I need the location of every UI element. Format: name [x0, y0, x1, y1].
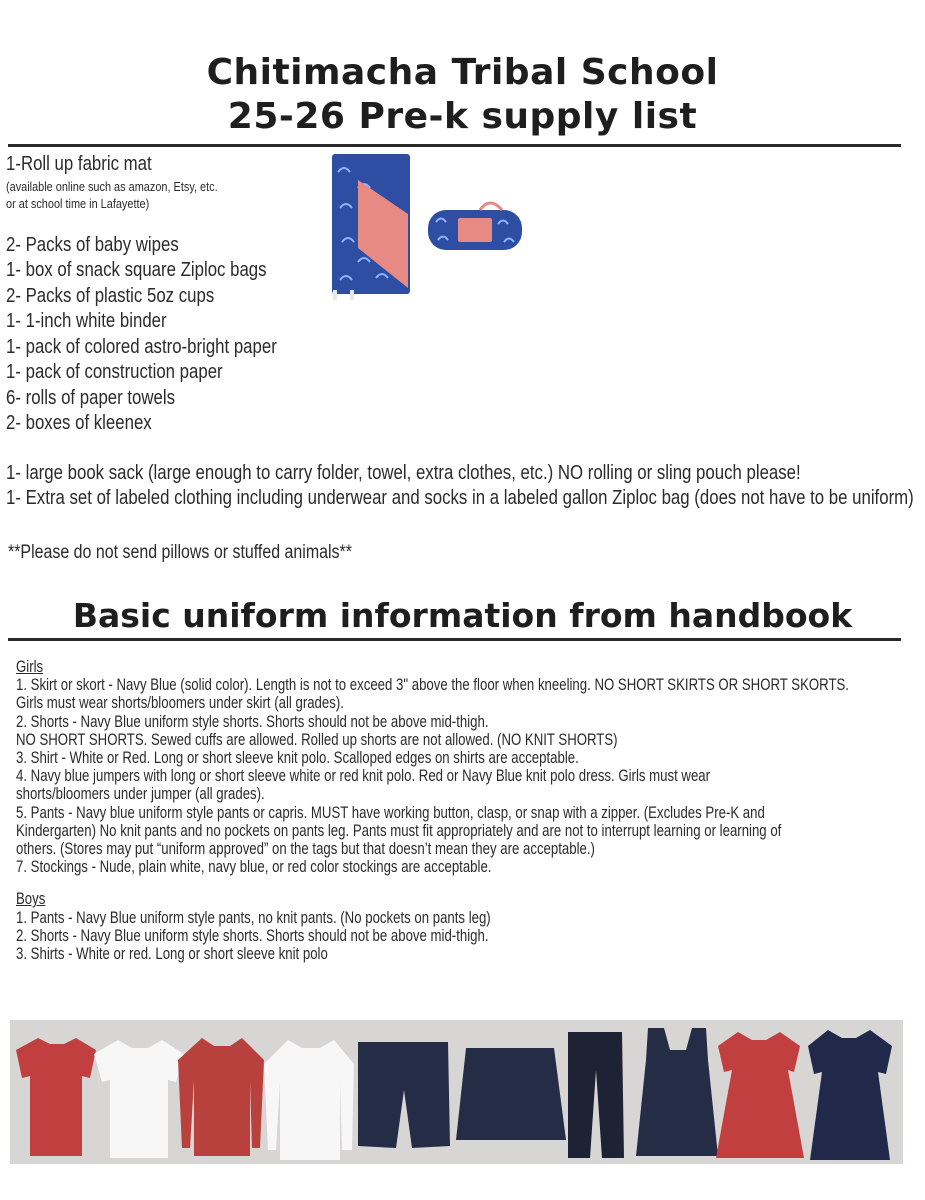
- list-item: 1- pack of colored astro-bright paper: [6, 335, 277, 358]
- uniform-clothing-image: [10, 1020, 903, 1164]
- list-item: 1. Skirt or skort - Navy Blue (solid color). Length is not to exceed 3" above the floor when kneeling. NO SHORT SKIRTS OR SHORT SKORTS.: [16, 676, 849, 695]
- list-item: 2. Shorts - Navy Blue uniform style shorts. Shorts should not be above mid-thigh.: [16, 712, 489, 731]
- supply-mat: 1-Roll up fabric mat: [6, 153, 152, 175]
- list-item: 1- large book sack (large enough to carry folder, towel, extra clothes, etc.) NO rolling or sling pouch please!: [6, 461, 801, 484]
- list-item: 1- box of snack square Ziploc bags: [6, 259, 267, 281]
- uniform-text: [16, 658, 849, 963]
- list-item: 3. Shirts - White or red. Long or short sleeve knit polo: [16, 945, 328, 964]
- list-item: 1. Pants - Navy Blue uniform style pants, no knit pants. (No pockets on pants leg): [16, 908, 491, 927]
- supply-mat-note-2: or at school time in Lafayette): [6, 195, 150, 211]
- list-item: 6- rolls of paper towels: [6, 386, 176, 409]
- supply-mat-note-1: (available online such as amazon, Etsy, etc.: [6, 178, 218, 194]
- supply-note: **Please do not send pillows or stuffed animals**: [8, 542, 352, 563]
- list-item: 7. Stockings - Nude, plain white, navy blue, or red color stockings are acceptable.: [16, 858, 492, 877]
- uniform-heading: Basic uniform information from handbook: [72, 596, 853, 635]
- list-item: shorts/bloomers under jumper (all grades).: [16, 785, 265, 804]
- list-item: 3. Shirt - White or Red. Long or short sleeve knit polo. Scalloped edges on shirts are acceptable.: [16, 749, 579, 768]
- list-item: 1- pack of construction paper: [6, 361, 223, 383]
- boys-label: Boys: [16, 890, 46, 909]
- title-divider: [8, 144, 901, 147]
- list-item: Kindergarten) No knit pants and no pockets on pants leg. Pants must fit appropriately and are not to interrupt learning or learning of: [16, 821, 782, 840]
- list-item: 2. Shorts - Navy Blue uniform style shorts. Shorts should not be above mid-thigh.: [16, 926, 489, 945]
- list-item: 1- Extra set of labeled clothing including underwear and socks in a labeled gallon Ziploc bag (does not have to be uniform): [6, 487, 914, 509]
- nap-mat-image: [328, 152, 528, 300]
- list-item: NO SHORT SHORTS. Sewed cuffs are allowed. Rolled up shorts are not allowed. (NO KNIT SHORTS): [16, 730, 618, 749]
- list-item: Girls must wear shorts/bloomers under skirt (all grades).: [16, 694, 344, 713]
- list-item: 1- 1-inch white binder: [6, 310, 167, 332]
- list-item: 2- Packs of baby wipes: [6, 233, 179, 256]
- list-item: 4. Navy blue jumpers with long or short sleeve white or red knit polo. Red or Navy Blue knit polo dress. Girls must wear: [16, 767, 711, 786]
- list-item: others. (Stores may put “uniform approved” on the tags but that doesn’t mean they are acceptable.): [16, 840, 595, 859]
- supply-list-title: 25-26 Pre-k supply list: [227, 96, 698, 137]
- school-title: Chitimacha Tribal School: [206, 52, 719, 93]
- list-item: 2- boxes of kleenex: [6, 412, 152, 434]
- uniform-divider: [8, 638, 901, 641]
- list-item: 2- Packs of plastic 5oz cups: [6, 284, 215, 307]
- uniform-photo-strip: [10, 1020, 903, 1164]
- girls-label: Girls: [16, 658, 44, 676]
- list-item: 5. Pants - Navy blue uniform style pants or capris. MUST have working button, clasp, or snap with a zipper. (Excludes Pre-K and: [16, 803, 765, 822]
